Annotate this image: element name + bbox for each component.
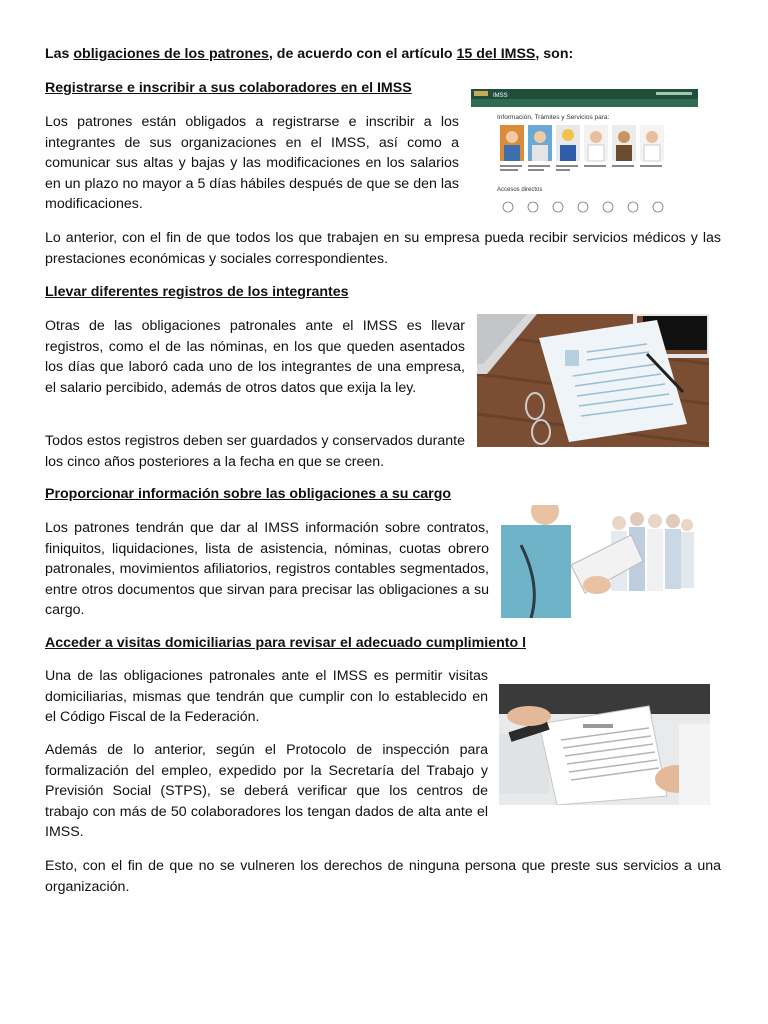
paragraph: Lo anterior, con el fin de que todos los que trabajen en su empresa pueda recibir servicios médicos y las prestaciones económicas y sociales correspondientes. bbox=[45, 230, 721, 267]
svg-text:Accesos directos: Accesos directos bbox=[497, 187, 543, 193]
paragraph: Además de lo anterior, según el Protocolo de inspección para formalización del empleo, expedido por la Secretaría del Trabajo y Previsión Social (STPS), se deberá verificar que los centros de trabajo con más de 50 colaboradores los tengan dados de alta ante el IMSS. bbox=[45, 742, 488, 840]
desk-documents-photo bbox=[477, 314, 709, 447]
paragraph: Todos estos registros deben ser guardados y conservados durante los cinco años posteriores a la fecha en que se creen. bbox=[45, 433, 465, 470]
paragraph: Otras de las obligaciones patronales ante el IMSS es llevar registros, como el de las nóminas, en los que queden asentados los días que laboró cada uno de los integrantes de una empresa, el salario percibido, además de otros datos que exija la ley. bbox=[45, 318, 465, 396]
svg-text:Información, Trámites y Servic: Información, Trámites y Servicios para: bbox=[497, 114, 610, 121]
medical-team-photo bbox=[501, 505, 694, 618]
paragraph: Los patrones están obligados a registrarse e inscribir a los integrantes de sus organizaciones en el IMSS, así como a comunicar sus altas y bajas y las modificaciones en los salarios en un plazo no mayor a 5 días hábiles después de que se den las modificaciones. bbox=[45, 114, 459, 212]
svg-text:IMSS: IMSS bbox=[493, 93, 508, 99]
link-obligaciones[interactable]: obligaciones de los patrones bbox=[73, 46, 269, 62]
paragraph: Los patrones tendrán que dar al IMSS información sobre contratos, finiquitos, liquidaciones, lista de asistencia, nóminas, cuotas obrero patronales, movimientos afiliatorios, registros contables segmentados, entre otros documentos que sirvan para precisar las obligaciones a su cargo. bbox=[45, 520, 489, 618]
imss-website-screenshot bbox=[471, 89, 698, 221]
section-heading-registros: Llevar diferentes registros de los integrantes bbox=[45, 284, 349, 300]
section-heading-registrarse: Registrarse e inscribir a sus colaboradores en el IMSS bbox=[45, 80, 412, 96]
paragraph: Una de las obligaciones patronales ante el IMSS es permitir visitas domiciliarias, mismas que tendrán que cumplir con lo establecido en el Código Fiscal de la Federación. bbox=[45, 668, 488, 725]
link-articulo-15[interactable]: 15 del IMSS bbox=[456, 46, 536, 62]
paragraph: Esto, con el fin de que no se vulneren los derechos de ninguna persona que preste sus servicios a una organización. bbox=[45, 858, 721, 895]
document-title: Las obligaciones de los patrones, de acuerdo con el artículo 15 del IMSS, son: bbox=[45, 46, 574, 62]
section-heading-visitas: Acceder a visitas domiciliarias para revisar el adecuado cumplimiento l bbox=[45, 635, 527, 651]
signing-document-photo bbox=[499, 684, 710, 805]
section-heading-proporcionar: Proporcionar información sobre las obligaciones a su cargo bbox=[45, 486, 452, 502]
